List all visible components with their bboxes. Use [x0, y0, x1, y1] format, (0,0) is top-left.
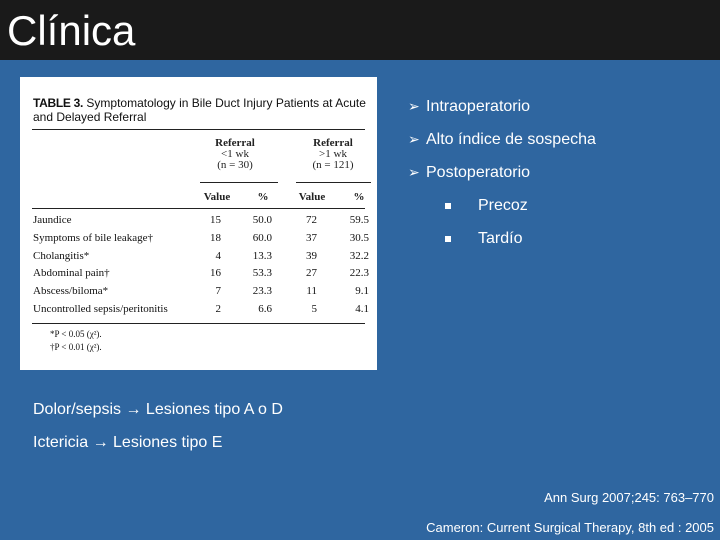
row-label: Cholangitis*: [33, 250, 90, 262]
table-caption-text: Symptomatology in Bile Duct Injury Patients at Acute and Delayed Referral: [33, 96, 366, 124]
row-label: Symptoms of bile leakage†: [33, 232, 154, 244]
group2-line2: >1 wk: [319, 148, 347, 160]
group2-header: [288, 138, 378, 171]
reference-2: Cameron: Current Surgical Therapy, 8th ed : 2005: [426, 520, 714, 535]
row-value-1: 16: [210, 267, 221, 279]
group1-line1: Referral: [215, 137, 255, 149]
col-pct-2: %: [353, 191, 365, 203]
table-top-rule: [32, 129, 365, 130]
bottom-line-2: Ictericia → Lesiones tipo E: [33, 434, 223, 451]
bullet-text: Intraoperatorio: [426, 98, 531, 115]
reference-1: Ann Surg 2007;245: 763–770: [544, 490, 714, 505]
header-bottom-rule: [32, 208, 365, 209]
row-value-2: 37: [306, 232, 317, 244]
row-value-2: 27: [306, 267, 317, 279]
row-label: Abscess/biloma*: [33, 285, 109, 297]
footnote-2: †P < 0.01 (χ²).: [50, 342, 102, 352]
bullet-text: Postoperatorio: [426, 164, 531, 181]
square-bullet-icon: [445, 236, 451, 242]
group1-header: [190, 138, 280, 171]
row-label: Uncontrolled sepsis/peritonitis: [33, 303, 168, 315]
table-row: [33, 214, 373, 231]
table-row: [33, 303, 373, 320]
table-row: [33, 250, 373, 267]
arrow-bullet-icon: ➢: [408, 131, 420, 147]
bullet-item: [408, 131, 596, 149]
group2-line3: (n = 121): [312, 159, 354, 171]
sub-bullet-item: [445, 197, 528, 215]
row-pct-2: 9.1: [355, 285, 369, 297]
footnote-1: *P < 0.05 (χ²).: [50, 329, 102, 339]
row-value-1: 18: [210, 232, 221, 244]
square-bullet-icon: [445, 203, 451, 209]
row-pct-2: 4.1: [355, 303, 369, 315]
bullet-text: Alto índice de sospecha: [426, 131, 596, 148]
row-label: Jaundice: [33, 214, 72, 226]
arrow-bullet-icon: ➢: [408, 98, 420, 114]
row-value-2: 39: [306, 250, 317, 262]
col-pct-1: %: [257, 191, 269, 203]
row-value-1: 2: [215, 303, 221, 315]
slide-title: Clínica: [7, 7, 136, 54]
row-pct-1: 50.0: [252, 214, 272, 226]
row-pct-2: 32.2: [349, 250, 369, 262]
row-pct-2: 30.5: [349, 232, 369, 244]
bullet-item: [408, 164, 530, 182]
row-pct-2: 59.5: [349, 214, 369, 226]
table-image: [20, 77, 377, 370]
table-row: [33, 285, 373, 302]
sub-bullet-text: Tardío: [478, 230, 523, 247]
row-pct-1: 53.3: [252, 267, 272, 279]
group1-line2: <1 wk: [221, 148, 249, 160]
row-value-1: 7: [215, 285, 221, 297]
table-row: [33, 232, 373, 249]
group2-line1: Referral: [313, 137, 353, 149]
sub-bullet-text: Precoz: [478, 197, 528, 214]
row-pct-1: 6.6: [258, 303, 272, 315]
row-pct-1: 13.3: [252, 250, 272, 262]
group2-rule: [296, 182, 371, 183]
table-bottom-rule: [32, 323, 365, 324]
row-value-1: 4: [215, 250, 221, 262]
bullet-item: [408, 98, 530, 116]
arrow-bullet-icon: ➢: [408, 164, 420, 180]
row-label: Abdominal pain†: [33, 267, 110, 279]
col-value-1: Value: [203, 191, 231, 203]
row-value-2: 11: [306, 285, 317, 297]
row-value-1: 15: [210, 214, 221, 226]
row-pct-1: 23.3: [252, 285, 272, 297]
title-bar: [0, 0, 720, 60]
row-pct-2: 22.3: [349, 267, 369, 279]
sub-bullet-item: [445, 230, 522, 248]
row-value-2: 72: [306, 214, 317, 226]
group1-line3: (n = 30): [217, 159, 253, 171]
col-value-2: Value: [298, 191, 326, 203]
table-caption-label: TABLE 3.: [33, 96, 84, 110]
bottom-line-1: Dolor/sepsis → Lesiones tipo A o D: [33, 401, 283, 418]
table-row: [33, 267, 373, 284]
row-pct-1: 60.0: [252, 232, 272, 244]
row-value-2: 5: [311, 303, 317, 315]
table-caption: [33, 96, 368, 124]
group1-rule: [200, 182, 278, 183]
